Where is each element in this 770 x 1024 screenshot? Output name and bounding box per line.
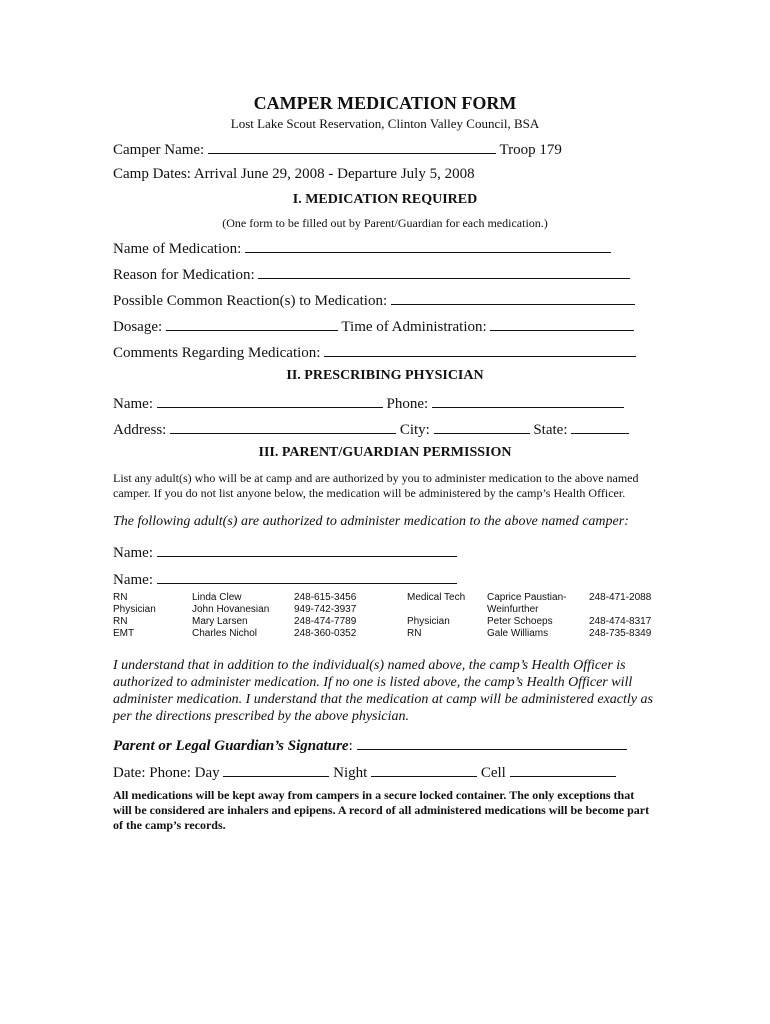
camp-dates: Camp Dates: Arrival June 29, 2008 - Departure July 5, 2008: [113, 166, 475, 182]
physician-address-label: Address:: [113, 422, 167, 438]
physician-phone-field[interactable]: [432, 394, 624, 408]
phone-night-field[interactable]: [371, 763, 477, 777]
physician-name-field[interactable]: [157, 394, 383, 408]
staff-role-left-2: Physician: [113, 604, 156, 615]
physician-name-row: [113, 394, 624, 413]
staff-name-right-2: Peter Schoeps: [487, 616, 553, 627]
date-phone-row: [113, 763, 616, 782]
staff-name-left-2: John Hovanesian: [192, 604, 270, 615]
understanding-statement: I understand that in addition to the individual(s) named above, the camp’s Health Officer is authorized to administer medication. If no one is listed above, the camp’s Health Officer will administer medication. I understand that the medication at camp will be administered exactly as per the directions prescribed by the above physician.: [113, 658, 653, 724]
physician-city-field[interactable]: [434, 420, 530, 434]
troop-label: Troop 179: [499, 142, 562, 158]
administration-time-label: Time of Administration:: [341, 319, 487, 335]
medication-name-field[interactable]: [245, 239, 611, 253]
signature-field[interactable]: [357, 736, 627, 750]
staff-name-right-3: Gale Williams: [487, 628, 549, 639]
staff-role-left-4: EMT: [113, 628, 135, 639]
authorized-name-row-1: [113, 543, 457, 562]
staff-phone-right-2: 248-474-8317: [589, 616, 652, 627]
phone-day-field[interactable]: [223, 763, 329, 777]
staff-phone-left-4: 248-360-0352: [294, 628, 357, 639]
staff-phone-right-3: 248-735-8349: [589, 628, 652, 639]
medication-reason-row: [113, 265, 630, 284]
dosage-row: [113, 317, 634, 336]
staff-phone-left-1: 248-615-3456: [294, 592, 357, 603]
dosage-label: Dosage:: [113, 319, 163, 335]
physician-state-label: State:: [533, 422, 568, 438]
form-title: CAMPER MEDICATION FORM: [253, 93, 517, 113]
staff-phone-left-3: 248-474-7789: [294, 616, 357, 627]
physician-state-field[interactable]: [571, 420, 629, 434]
signature-label: Parent or Legal Guardian’s Signature: [113, 738, 349, 754]
authorized-name-label-2: Name:: [113, 572, 153, 588]
phone-cell-label: Cell: [480, 765, 506, 781]
date-phone-day-label: Date: Phone: Day: [113, 765, 220, 781]
authorized-name-row-2: [113, 570, 457, 589]
staff-phone-left-2: 949-742-3937: [294, 604, 357, 615]
medication-storage-note: All medications will be kept away from campers in a secure locked container. The only exceptions that will be considered are inhalers and epipens. A record of all administered medications will be become part of the camp’s records.: [113, 788, 650, 832]
medication-reason-label: Reason for Medication:: [113, 267, 255, 283]
physician-address-field[interactable]: [170, 420, 396, 434]
section-permission-heading: III. PARENT/GUARDIAN PERMISSION: [258, 445, 512, 460]
phone-night-label: Night: [333, 765, 368, 781]
section-physician-heading: II. PRESCRIBING PHYSICIAN: [286, 368, 484, 383]
physician-address-row: [113, 420, 629, 439]
physician-city-label: City:: [399, 422, 430, 438]
staff-role-right-3: RN: [407, 628, 422, 639]
dosage-field[interactable]: [166, 317, 338, 331]
physician-name-label: Name:: [113, 396, 153, 412]
camper-name-field[interactable]: [208, 140, 496, 154]
staff-role-left-1: RN: [113, 592, 128, 603]
staff-name-left-1: Linda Clew: [192, 592, 242, 603]
staff-phone-right-1: 248-471-2088: [589, 592, 652, 603]
phone-cell-field[interactable]: [510, 763, 616, 777]
signature-colon: :: [348, 738, 353, 754]
staff-role-left-3: RN: [113, 616, 128, 627]
administration-time-field[interactable]: [490, 317, 634, 331]
staff-role-right-2: Physician: [407, 616, 450, 627]
medication-reactions-field[interactable]: [391, 291, 635, 305]
medication-reason-field[interactable]: [258, 265, 630, 279]
medication-name-label: Name of Medication:: [113, 241, 242, 257]
section-medication-note: (One form to be filled out by Parent/Guardian for each medication.): [222, 216, 548, 230]
medication-reactions-label: Possible Common Reaction(s) to Medication:: [113, 293, 388, 309]
authorized-adults-heading: The following adult(s) are authorized to administer medication to the above named camper:: [113, 514, 629, 529]
staff-role-right-1: Medical Tech: [407, 592, 466, 603]
authorized-name-field-2[interactable]: [157, 570, 457, 584]
camper-name-label: Camper Name:: [113, 142, 205, 158]
staff-name-left-4: Charles Nichol: [192, 628, 258, 639]
camper-name-row: [113, 140, 562, 159]
staff-name-left-3: Mary Larsen: [192, 616, 248, 627]
physician-phone-label: Phone:: [386, 396, 429, 412]
authorized-name-label-1: Name:: [113, 545, 153, 561]
medication-name-row: [113, 239, 611, 258]
signature-row: [113, 736, 627, 755]
staff-name-right-1: Caprice Paustian-Weinfurther: [487, 592, 567, 615]
medication-comments-row: [113, 343, 636, 362]
form-subtitle: Lost Lake Scout Reservation, Clinton Valley Council, BSA: [230, 116, 540, 131]
medication-comments-field[interactable]: [324, 343, 636, 357]
permission-instructions: List any adult(s) who will be at camp and are authorized by you to administer medication to the above named camper. If you do not list anyone below, the medication will be administered by the camp’s Health Officer.: [113, 471, 639, 500]
section-medication-heading: I. MEDICATION REQUIRED: [292, 192, 478, 207]
medication-comments-label: Comments Regarding Medication:: [113, 345, 321, 361]
medication-reactions-row: [113, 291, 635, 310]
authorized-name-field-1[interactable]: [157, 543, 457, 557]
